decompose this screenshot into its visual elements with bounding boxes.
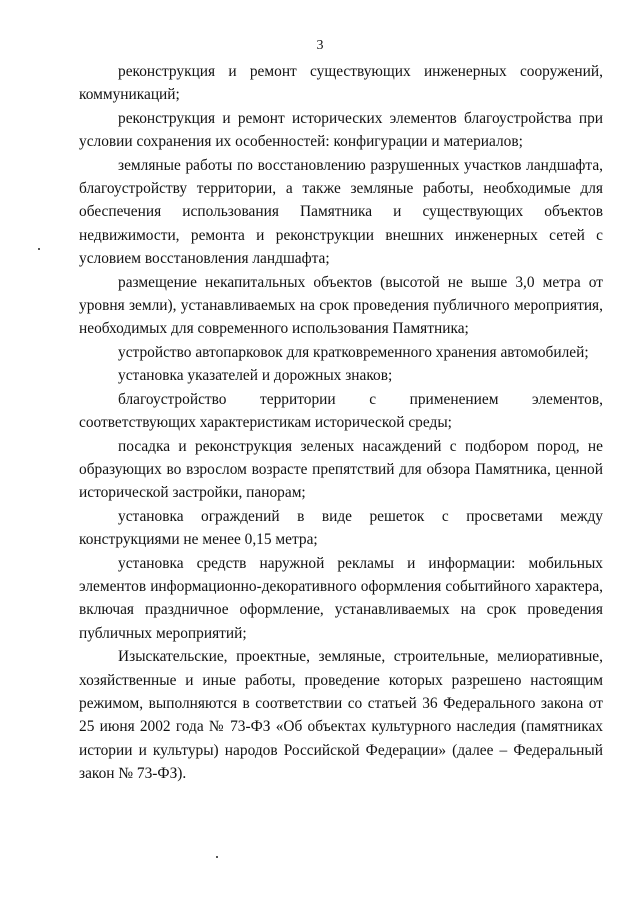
paragraph-landscaping: благоустройство территории с применением элементов, соответствующих характеристикам исторической среды;: [79, 390, 603, 432]
paragraph-fences: установка ограждений в виде решеток с просветами между конструкциями не менее 0,15 метра;: [79, 507, 603, 549]
paragraph-historic-elements: реконструкция и ремонт исторических элементов благоустройства при условии сохранения их особенностей: конфигурации и материалов;: [79, 109, 603, 151]
paragraph-works-law-reference: Изыскательские, проектные, земляные, строительные, мелиоративные, хозяйственные и иные работы, проведение которых разрешено настоящим режимом, выполняются в соответствии со статьей 36 Федерального закона от 25 июня 2002 года № 73-ФЗ «Об объектах культурного наследия (памятниках истории и культуры) народов Российской Федерации» (далее – Федеральный закон № 73-ФЗ).: [79, 648, 603, 783]
paragraph-road-signs: установка указателей и дорожных знаков;: [118, 367, 393, 385]
scan-speck: [216, 856, 218, 858]
paragraph-parking: устройство автопарковок для кратковременного хранения автомобилей;: [118, 343, 589, 361]
paragraph-engineering-reconstruction: реконструкция и ремонт существующих инженерных сооружений, коммуникаций;: [79, 63, 603, 104]
scan-speck: [38, 248, 40, 250]
paragraph-temporary-objects: размещение некапитальных объектов (высотой не выше 3,0 метра от уровня земли), устанавливаемых на срок проведения публичного мероприятия, необходимых для современного использования Памятника;: [79, 273, 603, 338]
paragraph-green-plantings: посадка и реконструкция зеленых насаждений с подбором пород, не образующих во взрослом возрасте препятствий для обзора Памятника, ценной исторической застройки, панорам;: [79, 437, 603, 502]
document-body: [79, 60, 603, 786]
paragraph-earthworks: земляные работы по восстановлению разрушенных участков ландшафта, благоустройству территории, а также земляные работы, необходимые для обеспечения использования Памятника и существующих объектов недвижимости, ремонта и реконструкции внешних инженерных сетей с условием восстановления ландшафта;: [79, 156, 603, 268]
paragraph-advertising: установка средств наружной рекламы и информации: мобильных элементов информационно-декоративного оформления событийного характера, включая праздничное оформление, устанавливаемых на срок проведения публичных мероприятий;: [79, 554, 603, 642]
page-number: 3: [316, 38, 324, 53]
